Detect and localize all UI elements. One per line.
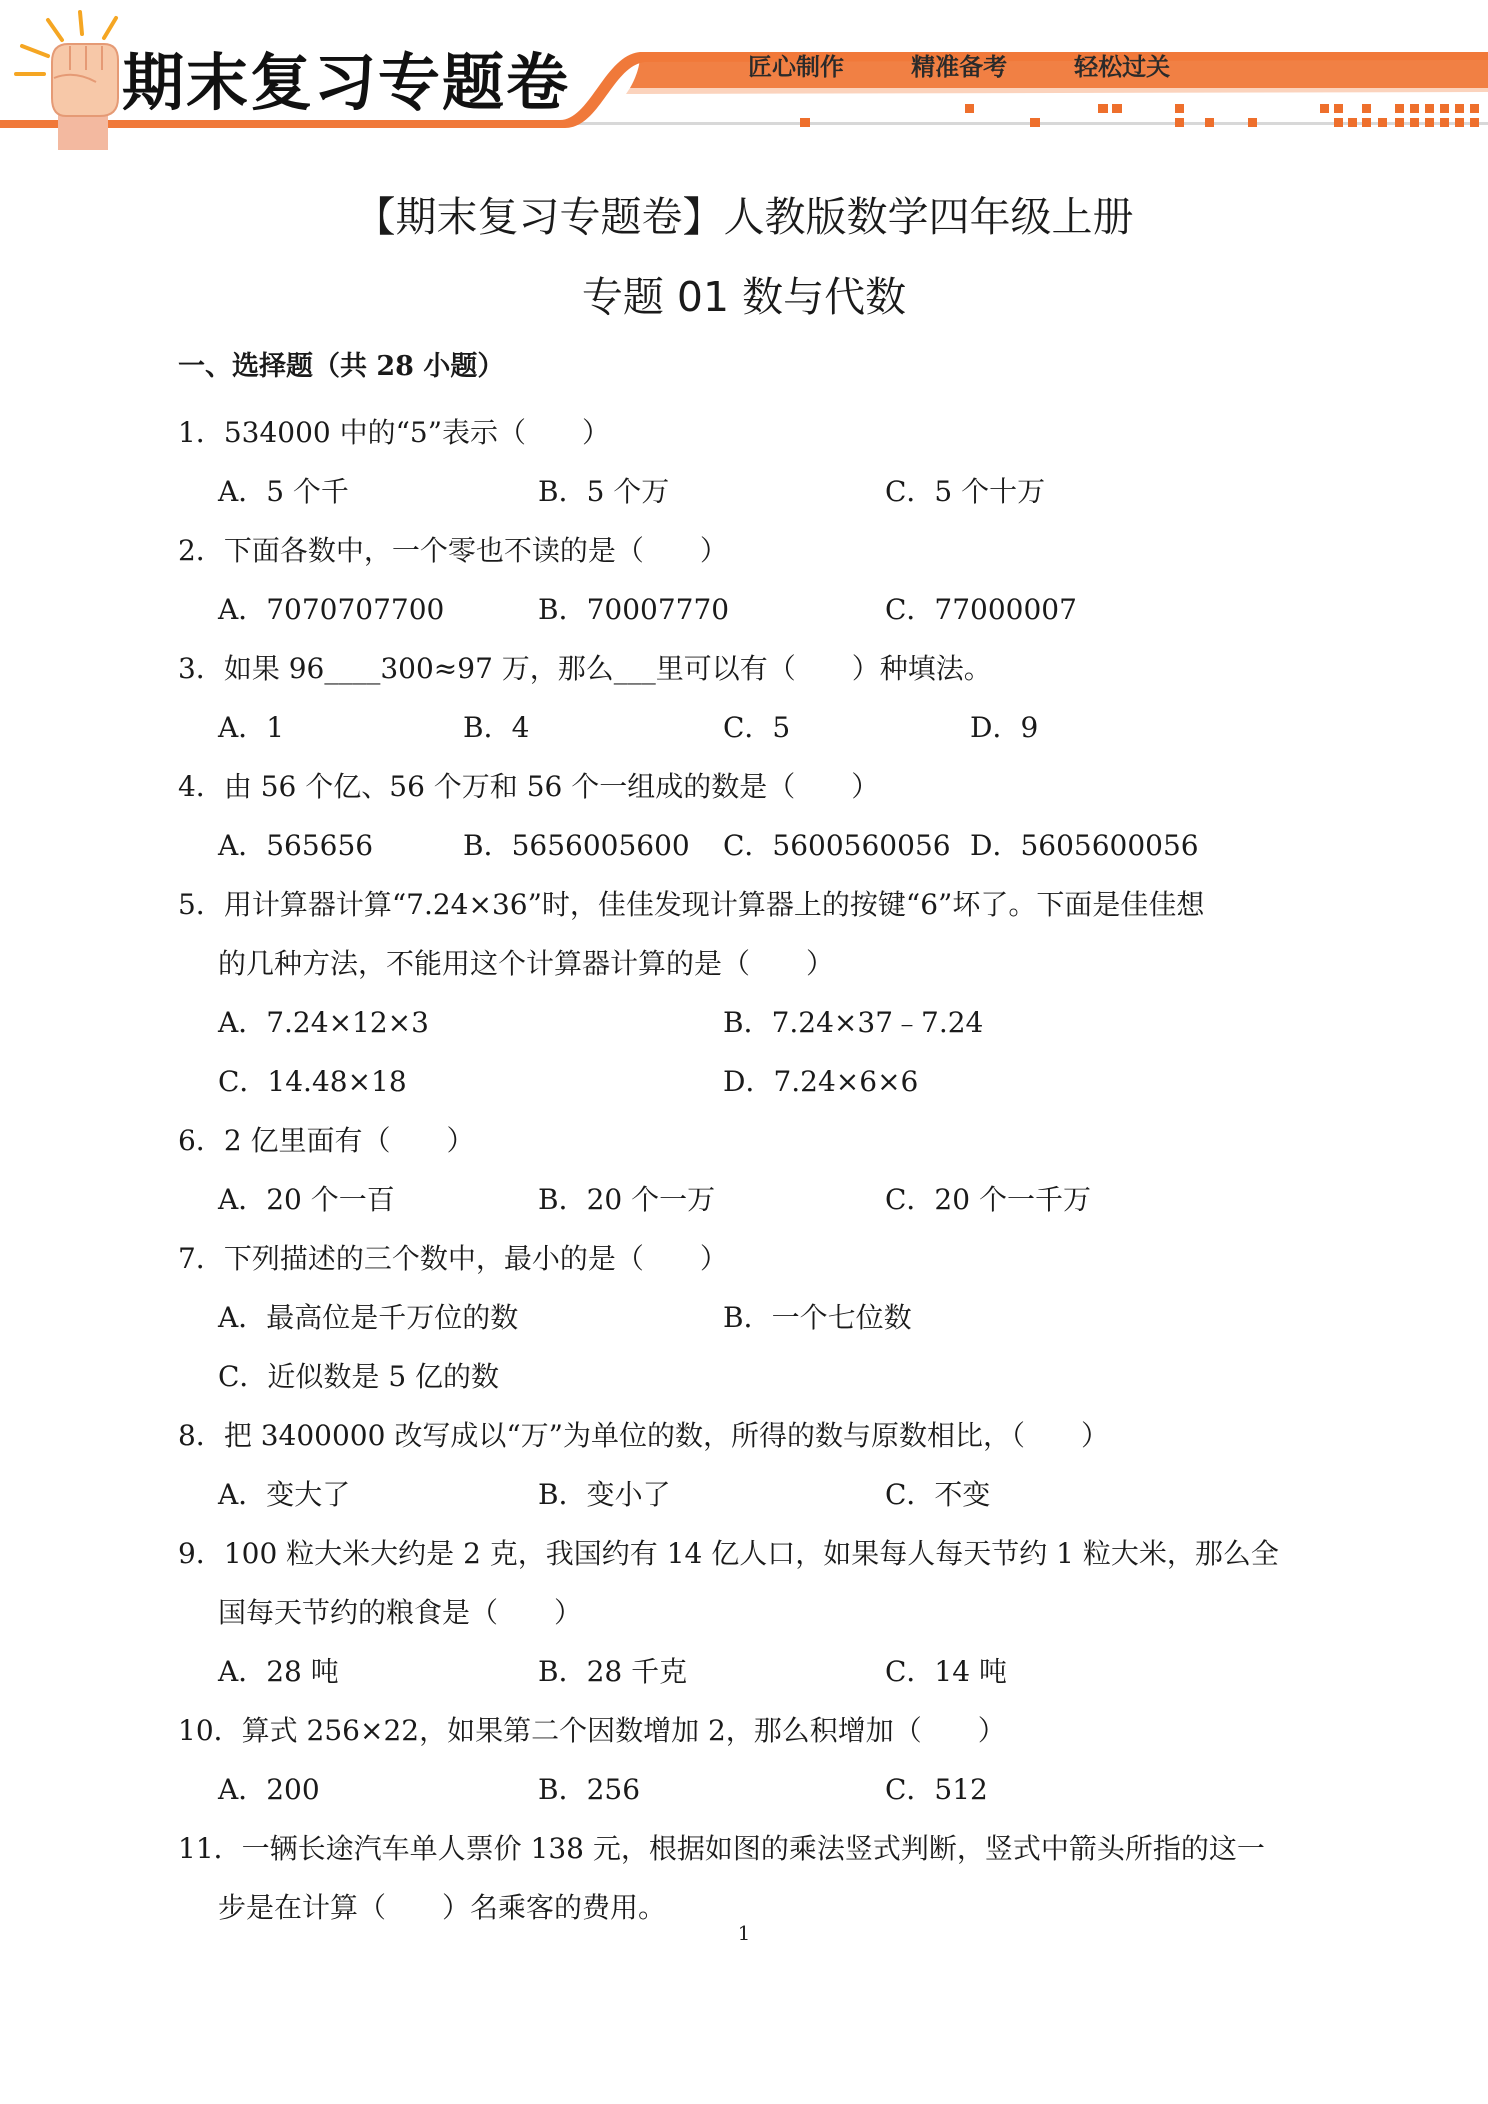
answer-option[interactable]: B．4 <box>463 711 530 744</box>
answer-option[interactable]: C．5 个十万 <box>885 475 1046 508</box>
answer-option[interactable]: A．565656 <box>218 829 374 862</box>
answer-option[interactable]: B．5 个万 <box>538 475 670 508</box>
answer-option[interactable]: C．14.48×18 <box>218 1065 407 1098</box>
question-item <box>178 403 1328 521</box>
header-banner <box>0 0 1488 150</box>
question-number: 8． <box>178 1419 224 1452</box>
answer-option[interactable]: B．7.24×37﹣7.24 <box>723 1006 984 1039</box>
answer-option[interactable]: A．7070707700 <box>218 593 445 626</box>
question-item <box>178 1406 1328 1524</box>
question-number: 6． <box>178 1124 224 1157</box>
answer-option[interactable]: A．变大了 <box>218 1478 351 1511</box>
question-text: 用计算器计算“7.24×36”时，佳佳发现计算器上的按键“6”坏了。下面是佳佳想 <box>223 888 1205 921</box>
answer-option[interactable]: C．77000007 <box>885 593 1077 626</box>
option-row <box>178 1347 1328 1406</box>
question-item <box>178 875 1328 1111</box>
option-row <box>178 1288 1328 1347</box>
option-row <box>178 580 1328 639</box>
question-text: 下面各数中，一个零也不读的是（ ） <box>223 534 728 567</box>
option-row <box>178 816 1328 875</box>
answer-option[interactable]: C．20 个一千万 <box>885 1183 1091 1216</box>
answer-option[interactable]: C．512 <box>885 1773 988 1806</box>
question-item <box>178 1229 1328 1406</box>
answer-option[interactable]: A．7.24×12×3 <box>218 1006 429 1039</box>
banner-slogan: 匠心制作 精准备考 轻松过关 <box>748 53 1171 81</box>
answer-option[interactable]: A．28 吨 <box>218 1655 339 1688</box>
question-stem <box>178 1524 1328 1583</box>
question-text: 把 3400000 改写成以“万”为单位的数，所得的数与原数相比，（ ） <box>223 1419 1109 1452</box>
option-row <box>178 462 1328 521</box>
question-text: 2 亿里面有（ ） <box>223 1124 475 1157</box>
question-stem-continuation: 国每天节约的粮食是（ ） <box>218 1596 583 1629</box>
answer-option[interactable]: D．9 <box>970 711 1039 744</box>
question-stem <box>178 639 1328 698</box>
document-subtitle: 专题 01 数与代数 <box>581 273 907 321</box>
option-row <box>178 1760 1328 1819</box>
answer-option[interactable]: B．28 千克 <box>538 1655 688 1688</box>
question-text: 一辆长途汽车单人票价 138 元，根据如图的乘法竖式判断，竖式中箭头所指的这一 <box>241 1832 1265 1865</box>
answer-option[interactable]: B．一个七位数 <box>723 1301 912 1334</box>
answer-option[interactable]: C．近似数是 5 亿的数 <box>218 1360 500 1393</box>
question-stem <box>178 403 1328 462</box>
answer-option[interactable]: A．1 <box>218 711 285 744</box>
question-text: 算式 256×22，如果第二个因数增加 2，那么积增加（ ） <box>241 1714 1006 1747</box>
option-row <box>178 698 1328 757</box>
question-stem <box>178 1111 1328 1170</box>
question-stem-continuation: 步是在计算（ ）名乘客的费用。 <box>218 1891 667 1924</box>
answer-option[interactable]: C．5 <box>723 711 791 744</box>
answer-option[interactable]: D．7.24×6×6 <box>723 1065 919 1098</box>
question-number: 11． <box>178 1832 242 1865</box>
option-row <box>178 1170 1328 1229</box>
banner-title: 期末复习专题卷 <box>122 46 571 119</box>
question-stem <box>178 1701 1328 1760</box>
question-number: 5． <box>178 888 224 921</box>
question-number: 2． <box>178 534 224 567</box>
answer-option[interactable]: C．5600560056 <box>723 829 951 862</box>
question-stem <box>178 875 1328 934</box>
raised-fist-icon <box>16 12 118 150</box>
question-item <box>178 521 1328 639</box>
option-row <box>178 1465 1328 1524</box>
answer-option[interactable]: B．70007770 <box>538 593 730 626</box>
answer-option[interactable]: D．5605600056 <box>970 829 1199 862</box>
question-item <box>178 1701 1328 1819</box>
section-heading: 一、选择题（共 28 小题） <box>178 351 505 382</box>
question-list <box>178 403 1328 1937</box>
question-text: 534000 中的“5”表示（ ） <box>223 416 611 449</box>
answer-option[interactable]: B．5656005600 <box>463 829 690 862</box>
question-number: 4． <box>178 770 224 803</box>
question-number: 7． <box>178 1242 224 1275</box>
question-text: 下列描述的三个数中，最小的是（ ） <box>223 1242 728 1275</box>
answer-option[interactable]: A．20 个一百 <box>218 1183 395 1216</box>
question-item <box>178 639 1328 757</box>
question-stem <box>178 1406 1328 1465</box>
question-number: 9． <box>178 1537 224 1570</box>
answer-option[interactable]: A．5 个千 <box>218 475 349 508</box>
answer-option[interactable]: C．14 吨 <box>885 1655 1007 1688</box>
option-row <box>178 1642 1328 1701</box>
question-stem <box>178 1229 1328 1288</box>
question-text: 由 56 个亿、56 个万和 56 个一组成的数是（ ） <box>223 770 880 803</box>
question-stem <box>178 757 1328 816</box>
question-item <box>178 757 1328 875</box>
answer-option[interactable]: A．200 <box>218 1773 320 1806</box>
question-stem <box>178 1819 1328 1878</box>
answer-option[interactable]: C．不变 <box>885 1478 991 1511</box>
answer-option[interactable]: B．变小了 <box>538 1478 671 1511</box>
question-stem-continuation: 的几种方法，不能用这个计算器计算的是（ ） <box>218 947 835 980</box>
question-number: 10． <box>178 1714 242 1747</box>
answer-option[interactable]: B．20 个一万 <box>538 1183 716 1216</box>
document-title: 【期末复习专题卷】人教版数学四年级上册 <box>354 193 1134 241</box>
question-number: 3． <box>178 652 224 685</box>
option-row <box>178 1052 1328 1111</box>
question-stem <box>178 521 1328 580</box>
question-text: 如果 96____300≈97 万，那么___里可以有（ ）种填法。 <box>223 652 992 685</box>
answer-option[interactable]: A．最高位是千万位的数 <box>218 1301 519 1334</box>
question-item <box>178 1111 1328 1229</box>
page-number: 1 <box>737 1921 751 1945</box>
option-row <box>178 993 1328 1052</box>
answer-option[interactable]: B．256 <box>538 1773 641 1806</box>
question-number: 1． <box>178 416 224 449</box>
question-text: 100 粒大米大约是 2 克，我国约有 14 亿人口，如果每人每天节约 1 粒大米，那么全 <box>223 1537 1279 1570</box>
question-item <box>178 1524 1328 1701</box>
